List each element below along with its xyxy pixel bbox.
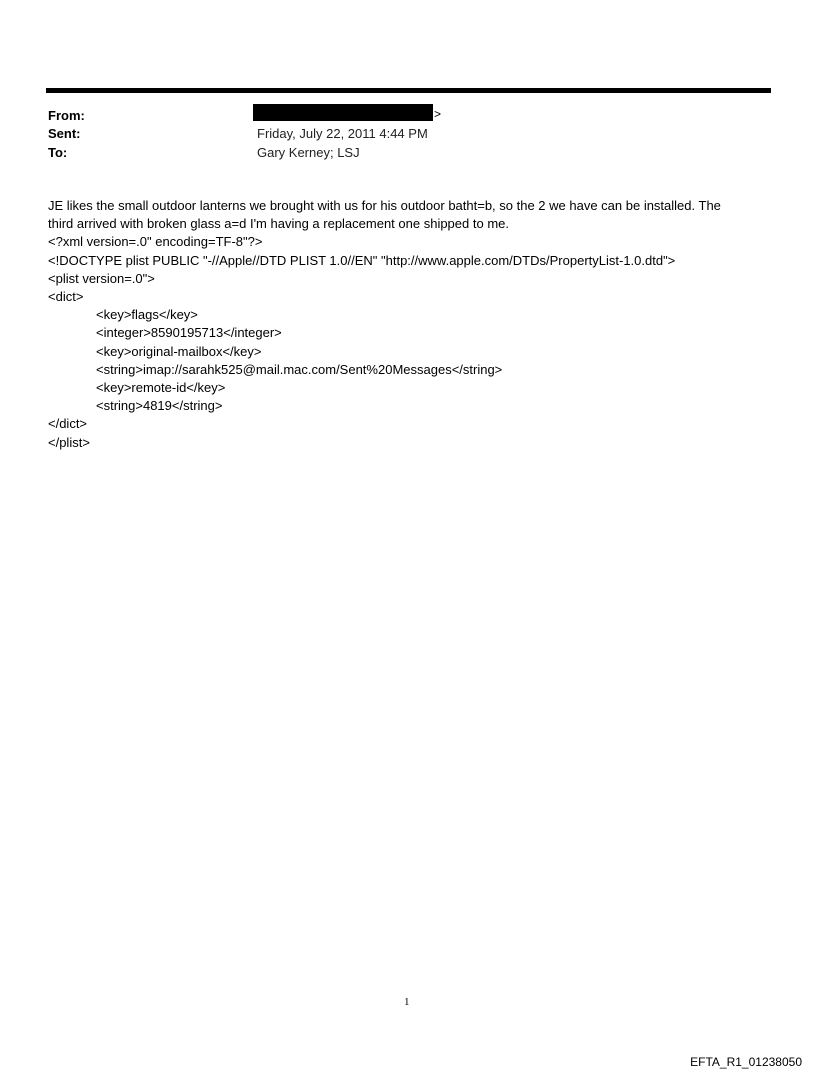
email-body xyxy=(48,197,768,452)
from-label: From: xyxy=(48,108,85,123)
redaction-box xyxy=(253,104,433,121)
sent-value: Friday, July 22, 2011 4:44 PM xyxy=(257,126,428,141)
document-id: EFTA_R1_01238050 xyxy=(690,1055,802,1069)
body-line: </plist> xyxy=(48,434,90,450)
body-line: <key>flags</key> xyxy=(96,307,198,323)
body-line: <key>remote-id</key> xyxy=(96,380,226,396)
body-line: JE likes the small outdoor lanterns we brought with us for his outdoor batht=b, so the 2 we have can be installed. The xyxy=(48,198,721,213)
body-line: </dict> xyxy=(48,416,88,432)
body-line: <plist version=.0"> xyxy=(48,270,155,286)
page-number: 1 xyxy=(404,996,410,1008)
body-line: <key>original-mailbox</key> xyxy=(96,343,262,359)
body-line: <!DOCTYPE plist PUBLIC "-//Apple//DTD PLIST 1.0//EN" "http://www.apple.com/DTDs/PropertyList-1.0.dtd"> xyxy=(48,252,676,268)
body-line: <string>imap://sarahk525@mail.mac.com/Sent%20Messages</string> xyxy=(96,361,503,377)
body-line: <dict> xyxy=(48,289,84,305)
from-value-tail: > xyxy=(434,107,442,121)
to-value: Gary Kerney; LSJ xyxy=(257,145,360,160)
header-rule xyxy=(46,88,771,93)
body-line: <?xml version=.0" encoding=TF-8"?> xyxy=(48,234,263,250)
body-line: third arrived with broken glass a=d I'm having a replacement one shipped to me. xyxy=(48,216,509,232)
to-label: To: xyxy=(48,145,68,160)
sent-label: Sent: xyxy=(48,126,81,141)
body-line: <string>4819</string> xyxy=(96,398,223,414)
body-line: <integer>8590195713</integer> xyxy=(96,325,282,341)
